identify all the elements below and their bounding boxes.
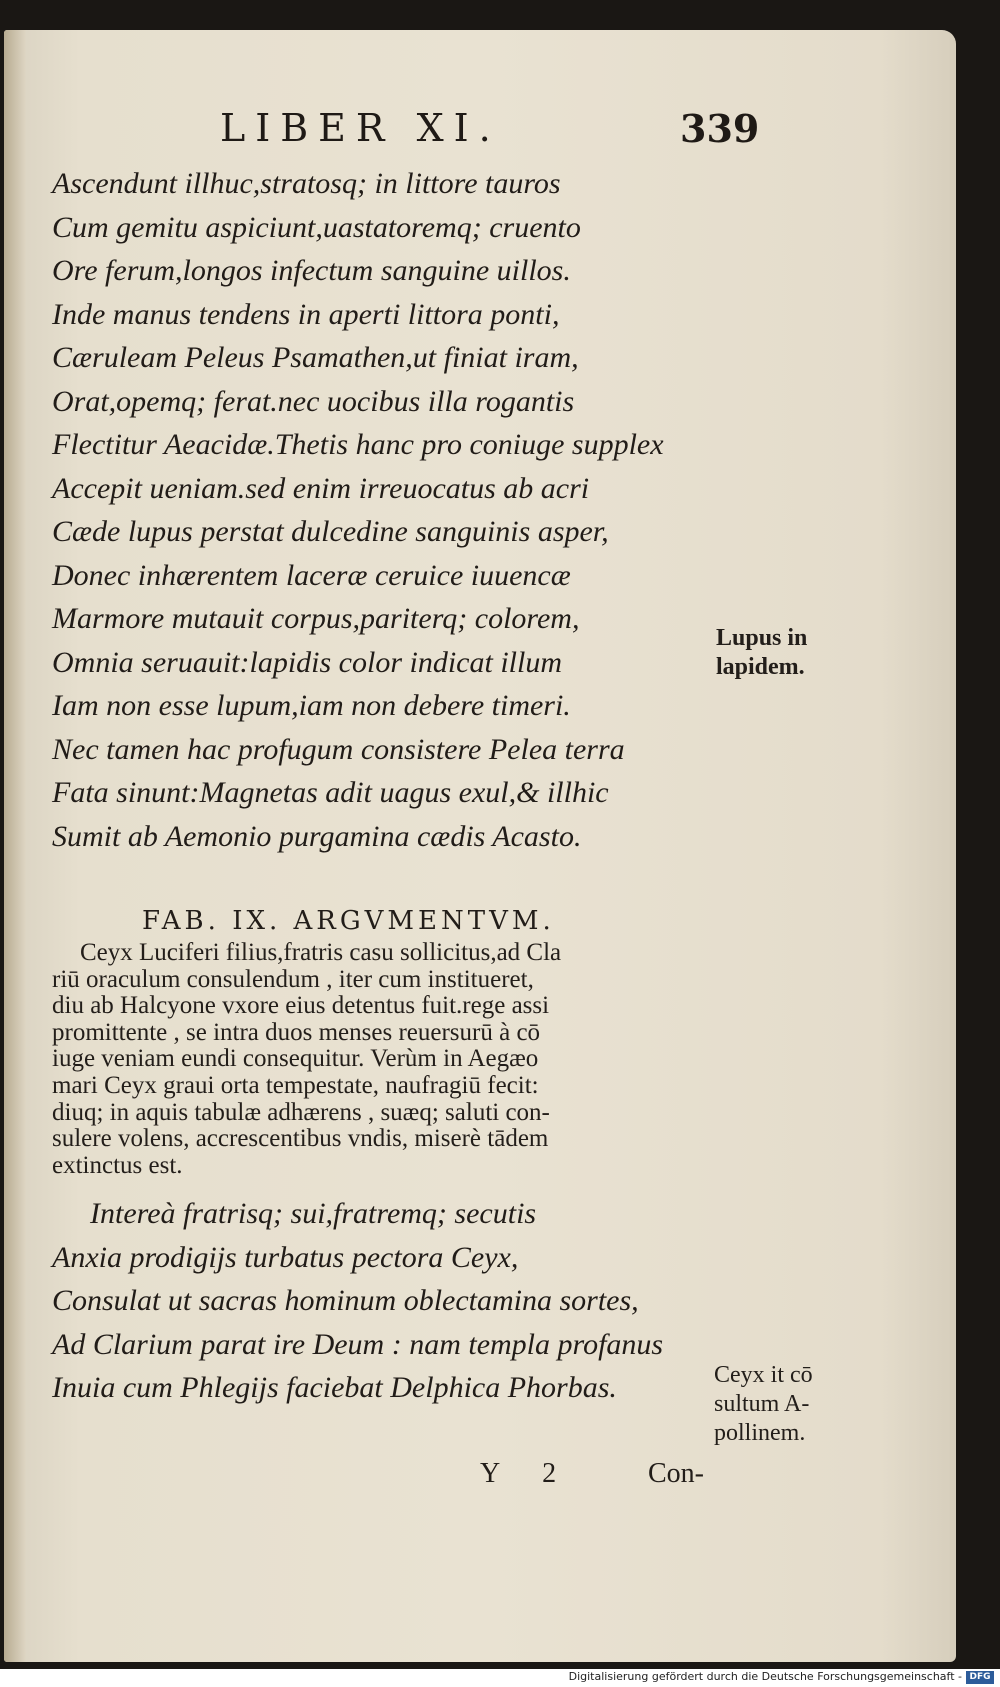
verse-line: Inuia cum Phlegijs faciebat Delphica Phorbas. <box>52 1371 617 1404</box>
credit-bar <box>0 1669 1000 1687</box>
verse-line: Orat,opemq; ferat.nec uocibus illa rogantis <box>52 384 575 418</box>
verse-line: Donec inhærentem laceræ ceruice iuuencæ <box>52 558 571 592</box>
credit-text: Digitalisierung gefördert durch die Deutsche Forschungsgemeinschaft - <box>568 1670 962 1683</box>
margin-note-line: lapidem. <box>716 654 805 680</box>
page-number: 339 <box>680 106 760 151</box>
argument-line: extinctus est. <box>52 1151 183 1179</box>
verse-line: Cum gemitu aspiciunt,uastatoremq; cruento <box>52 210 581 244</box>
verse-line: Anxia prodigijs turbatus pectora Ceyx, <box>52 1240 519 1274</box>
margin-note-line: sultum A- <box>714 1391 810 1417</box>
verse-line: Cæruleam Peleus Psamathen,ut finiat iram, <box>52 341 579 374</box>
verse-line: Nec tamen hac profugum consistere Pelea terra <box>52 732 625 766</box>
argument-line: Ceyx Luciferi filius,fratris casu sollicitus,ad Cla <box>80 939 562 966</box>
verse-block-2 <box>52 1192 752 1410</box>
dfg-logo-icon: DFG <box>966 1671 994 1684</box>
argument-line: diuq; in aquis tabulæ adhærens , suæq; saluti con- <box>52 1098 550 1126</box>
page-header <box>214 106 814 166</box>
verse-line: Omnia seruauit:lapidis color indicat illum <box>52 645 562 679</box>
verse-line: Accepit ueniam.sed enim irreuocatus ab acri <box>52 471 590 505</box>
verse-line: Ore ferum,longos infectum sanguine uillos. <box>52 254 571 287</box>
verse-line: Flectitur Aeacidæ.Thetis hanc pro coniuge supplex <box>52 428 664 461</box>
argument-line: sulere volens, accrescentibus vndis, miserè tādem <box>52 1125 549 1153</box>
page-footer <box>474 1458 774 1498</box>
verse-line: Sumit ab Aemonio purgamina cædis Acasto. <box>52 819 582 853</box>
margin-note-line: Ceyx it cō <box>714 1362 813 1388</box>
catchword: Con- <box>648 1458 704 1489</box>
margin-note-line: Lupus in <box>716 625 808 651</box>
margin-note-ceyx <box>714 1361 813 1448</box>
fable-heading: FAB. IX. ARGVMENTVM. <box>142 906 555 936</box>
verse-line: Cæde lupus perstat dulcedine sanguinis asper, <box>52 515 609 548</box>
verse-block-1 <box>52 162 752 858</box>
argument-line: iuge veniam eundi consequitur. Verùm in Aegæo <box>52 1045 539 1073</box>
verse-line: Intereà fratrisq; sui,fratremq; secutis <box>90 1197 537 1230</box>
verse-line: Marmore mutauit corpus,pariterq; colorem, <box>52 602 580 635</box>
book-page <box>4 30 956 1662</box>
argument-line: riū oraculum consulendum , iter cum institueret, <box>52 965 534 993</box>
argument-line: mari Ceyx graui orta tempestate, naufragiū fecit: <box>52 1071 539 1099</box>
argument-line: diu ab Halcyone vxore eius detentus fuit.rege assi <box>52 992 550 1020</box>
verse-line: Fata sinunt:Magnetas adit uagus exul,& illhic <box>52 776 609 809</box>
page-gutter-shadow <box>4 30 26 1662</box>
signature-mark: Y 2 <box>480 1458 575 1489</box>
margin-note-lupus <box>716 624 807 682</box>
verse-line: Inde manus tendens in aperti littora ponti, <box>52 297 560 331</box>
verse-line: Ad Clarium parat ire Deum : nam templa profanus <box>52 1327 664 1361</box>
verse-line: Iam non esse lupum,iam non debere timeri. <box>52 689 571 722</box>
argument-block <box>52 940 722 1179</box>
verse-line: Ascendunt illhuc,stratosq; in littore tauros <box>52 167 561 200</box>
running-title: LIBER XI. <box>220 106 501 150</box>
margin-note-line: pollinem. <box>714 1420 806 1446</box>
argument-line: promittente , se intra duos menses reuersurū à cō <box>52 1018 541 1046</box>
verse-line: Consulat ut sacras hominum oblectamina sortes, <box>52 1284 639 1317</box>
